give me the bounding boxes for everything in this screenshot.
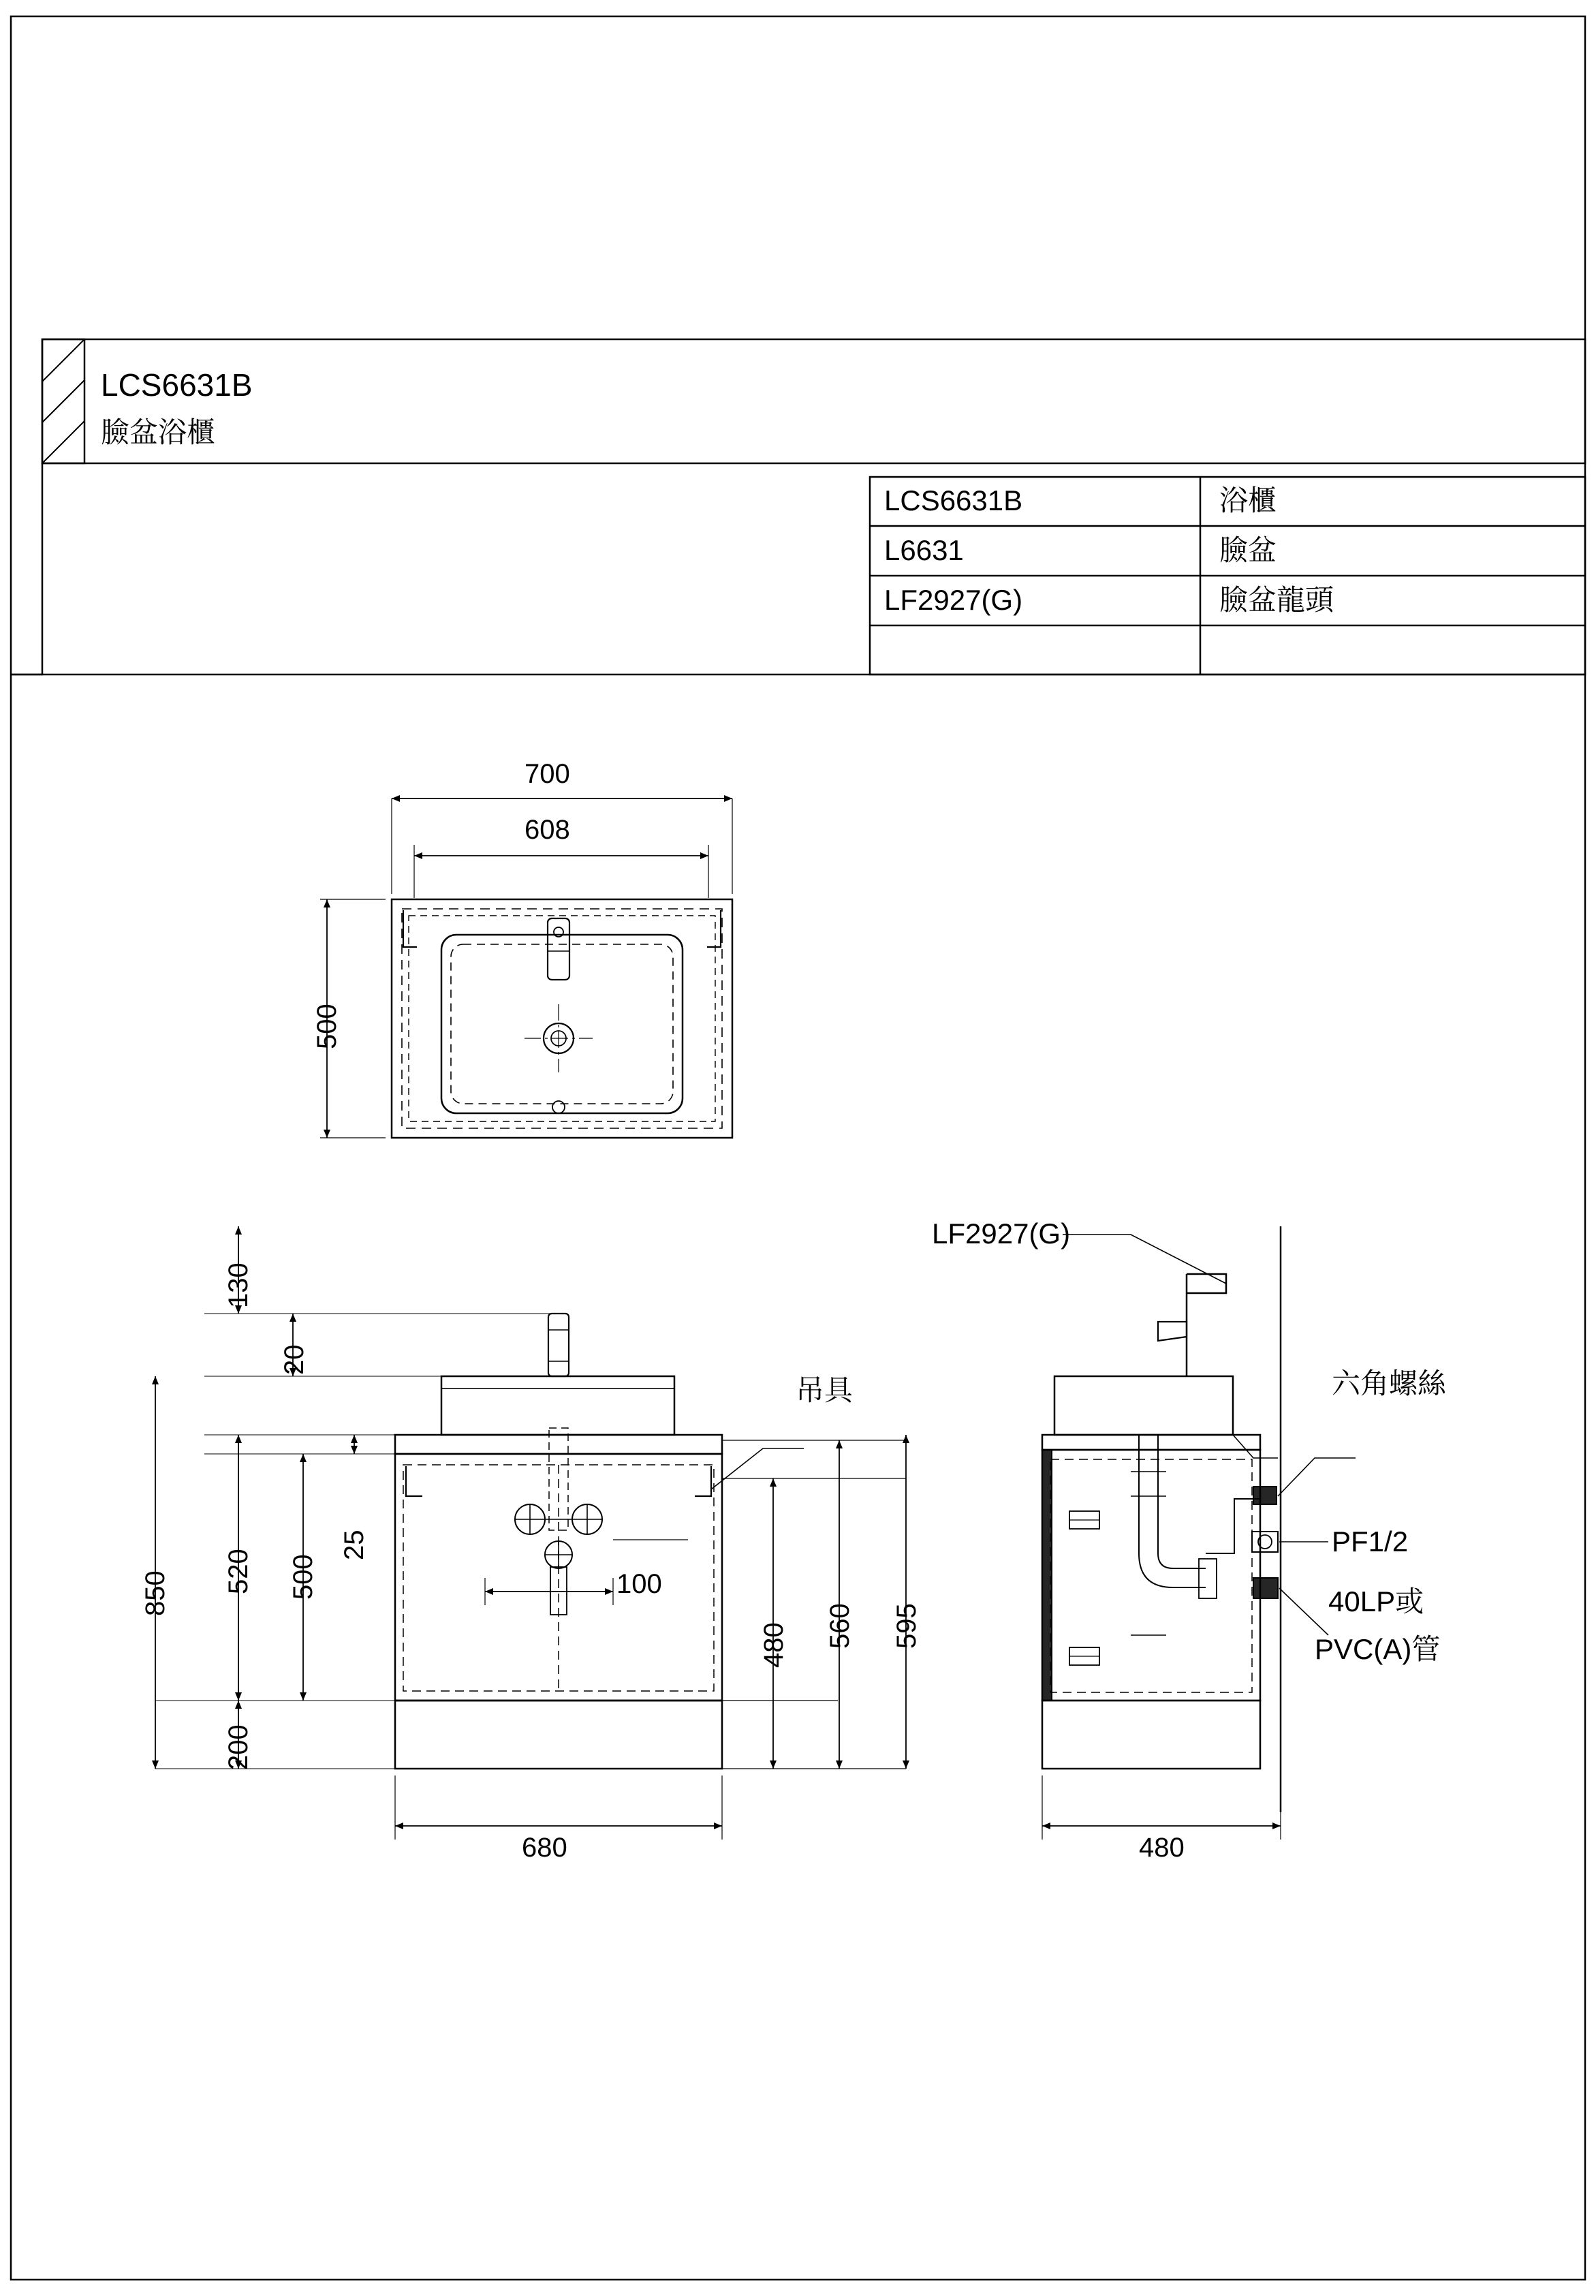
title-product-name: 臉盆浴櫃 (101, 416, 216, 448)
dim-front-595: 595 (892, 1603, 922, 1649)
dim-front-520: 520 (223, 1549, 253, 1594)
label-pipe-40lp: 40LP或 (1328, 1585, 1424, 1617)
dim-top-700: 700 (525, 759, 570, 789)
dim-front-680: 680 (522, 1833, 567, 1863)
label-faucet-model: LF2927(G) (932, 1217, 1071, 1250)
parts-row-1-name: 臉盆 (1219, 534, 1277, 566)
parts-row-0-name: 浴櫃 (1219, 484, 1277, 516)
parts-row-2-code: LF2927(G) (884, 584, 1023, 616)
parts-row-0-code: LCS6631B (884, 484, 1023, 516)
label-hanger: 吊具 (796, 1374, 854, 1406)
dim-front-200: 200 (223, 1724, 253, 1770)
dim-front-560: 560 (825, 1603, 855, 1649)
dim-front-480: 480 (759, 1622, 789, 1668)
dim-front-100: 100 (616, 1569, 662, 1599)
dim-front-130: 130 (223, 1262, 253, 1308)
label-pf-half: PF1/2 (1332, 1525, 1409, 1557)
dim-top-608: 608 (525, 815, 570, 845)
title-model-code: LCS6631B (101, 367, 253, 403)
dim-front-20: 20 (279, 1344, 309, 1375)
dim-top-500: 500 (312, 1004, 342, 1049)
dim-side-480: 480 (1139, 1833, 1185, 1863)
dim-front-850: 850 (140, 1570, 170, 1616)
label-pipe-pvc: PVC(A)管 (1315, 1633, 1441, 1665)
label-hex-screw: 六角螺絲 (1332, 1367, 1447, 1399)
dim-front-25: 25 (339, 1530, 369, 1560)
parts-row-1-code: L6631 (884, 534, 964, 566)
dim-front-500: 500 (288, 1554, 318, 1600)
parts-row-2-name: 臉盆龍頭 (1219, 584, 1334, 616)
